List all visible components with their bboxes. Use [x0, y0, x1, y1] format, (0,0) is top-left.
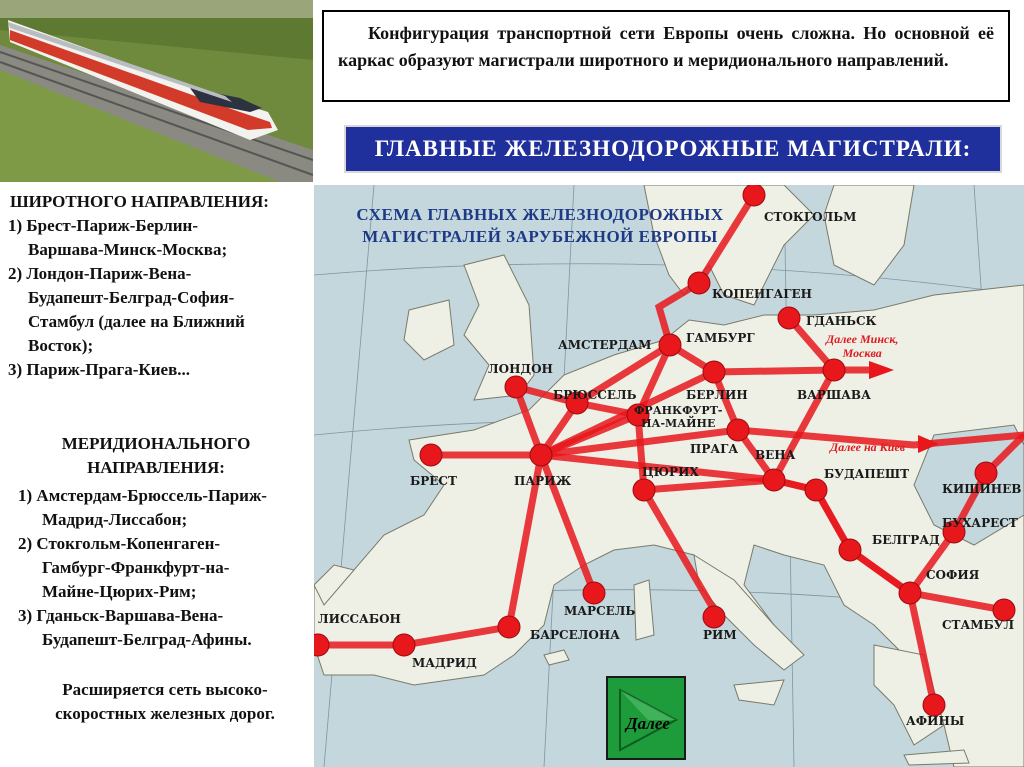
lat-item-3: 3) Париж-Прага-Киев...: [8, 360, 191, 379]
label-further-kiev: Далее на Киев: [830, 440, 906, 454]
label-frankfurt: ФРАНКФУРТ- НА-МАЙНЕ: [634, 404, 723, 430]
label-brest: БРЕСТ: [410, 474, 457, 488]
label-marseille: МАРСЕЛЬ: [564, 604, 636, 618]
next-button[interactable]: [606, 676, 686, 760]
mer-item-2c: Майне-Цюрих-Рим;: [42, 582, 197, 601]
mer-item-2b: Гамбург-Франкфурт-на-: [42, 558, 230, 577]
mer-item-1b: Мадрид-Лиссабон;: [42, 510, 188, 529]
label-gdansk: ГДАНЬСК: [806, 314, 877, 328]
label-warsaw: ВАРШАВА: [797, 388, 871, 402]
label-barcelona: БАРСЕЛОНА: [530, 628, 620, 642]
dot-berlin: [703, 361, 725, 383]
meridional-list: [0, 484, 312, 652]
latitudinal-section: [0, 190, 312, 382]
dot-brest: [420, 444, 442, 466]
next-button-label: Далее: [626, 714, 670, 733]
dot-sofia: [899, 582, 921, 604]
mer-item-3b: Будапешт-Белград-Афины.: [42, 630, 252, 649]
label-vienna: ВЕНА: [755, 448, 796, 462]
dot-copenhagen: [688, 272, 710, 294]
label-berlin: БЕРЛИН: [686, 388, 748, 402]
lat-item-2b: Будапешт-Белград-София-: [28, 288, 235, 307]
dot-chisinau: [975, 462, 997, 484]
dot-paris: [530, 444, 552, 466]
dot-marseille: [583, 582, 605, 604]
label-budapest: БУДАПЕШТ: [824, 467, 910, 481]
dot-budapest: [805, 479, 827, 501]
lat-item-1a: 1) Брест-Париж-Берлин-: [8, 216, 198, 235]
label-further-minsk: Далее Минск, Москва: [826, 332, 899, 360]
footer-note-line2: скоростных железных дорог.: [55, 704, 275, 723]
lat-item-2a: 2) Лондон-Париж-Вена-: [8, 264, 192, 283]
label-copenhagen: КОПЕНГАГЕН: [712, 287, 813, 301]
intro-text: Конфигурация транспортной сети Европы очень сложна. Но основной её каркас образуют магистрали широтного и меридионального направлений.: [338, 23, 994, 70]
meridional-heading-line2: НАПРАВЛЕНИЯ:: [87, 458, 225, 477]
meridional-heading: [0, 432, 312, 480]
label-prague: ПРАГА: [690, 442, 739, 456]
label-hamburg: ГАМБУРГ: [686, 331, 755, 345]
mer-item-3a: 3) Гданьск-Варшава-Вена-: [18, 606, 224, 625]
lat-item-2d: Восток);: [28, 336, 94, 355]
label-chisinau: КИШИНЕВ: [942, 482, 1022, 496]
title-bar: ГЛАВНЫЕ ЖЕЛЕЗНОДОРОЖНЫЕ МАГИСТРАЛИ:: [344, 125, 1002, 173]
label-belgrade: БЕЛГРАД: [872, 533, 940, 547]
dot-athens: [923, 694, 945, 716]
mer-item-1a: 1) Амстердам-Брюссель-Париж-: [18, 486, 267, 505]
label-rome: РИМ: [703, 628, 737, 642]
intro-box: [322, 10, 1010, 102]
dot-barcelona: [498, 616, 520, 638]
label-amsterdam: АМСТЕРДАМ: [558, 338, 652, 352]
dot-rome: [703, 606, 725, 628]
dot-prague: [727, 419, 749, 441]
dot-gdansk: [778, 307, 800, 329]
dot-stockholm: [743, 185, 765, 206]
dot-zurich: [633, 479, 655, 501]
lat-item-2c: Стамбул (далее на Ближний: [28, 312, 245, 331]
map-title-line1: СХЕМА ГЛАВНЫХ ЖЕЛЕЗНОДОРОЖНЫХ: [356, 205, 724, 224]
dot-madrid: [393, 634, 415, 656]
dot-belgrade: [839, 539, 861, 561]
label-paris: ПАРИЖ: [514, 474, 572, 488]
label-zurich: ЦЮРИХ: [642, 465, 699, 479]
train-photo: [0, 0, 313, 182]
dot-vienna: [763, 469, 785, 491]
map-title-line2: МАГИСТРАЛЕЙ ЗАРУБЕЖНОЙ ЕВРОПЫ: [362, 227, 718, 246]
mer-item-2a: 2) Стокгольм-Копенгаген-: [18, 534, 221, 553]
meridional-heading-line1: МЕРИДИОНАЛЬНОГО: [61, 434, 251, 453]
dot-warsaw: [823, 359, 845, 381]
lat-item-1b: Варшава-Минск-Москва;: [28, 240, 228, 259]
label-stockholm: СТОКГОЛЬМ: [764, 210, 857, 224]
label-madrid: МАДРИД: [412, 656, 477, 670]
label-brussels: БРЮССЕЛЬ: [553, 388, 637, 402]
label-istanbul: СТАМБУЛ: [942, 618, 1015, 632]
label-athens: АФИНЫ: [906, 714, 965, 728]
footer-note: [18, 678, 312, 726]
latitudinal-heading: ШИРОТНОГО НАПРАВЛЕНИЯ:: [10, 192, 269, 211]
label-sofia: СОФИЯ: [926, 568, 980, 582]
map-title: [330, 204, 750, 248]
label-london: ЛОНДОН: [488, 362, 553, 376]
dot-london: [505, 376, 527, 398]
dot-hamburg: [659, 334, 681, 356]
label-lisbon: ЛИССАБОН: [318, 612, 401, 626]
label-bucharest: БУХАРЕСТ: [942, 516, 1018, 530]
footer-note-line1: Расширяется сеть высоко-: [62, 680, 268, 699]
